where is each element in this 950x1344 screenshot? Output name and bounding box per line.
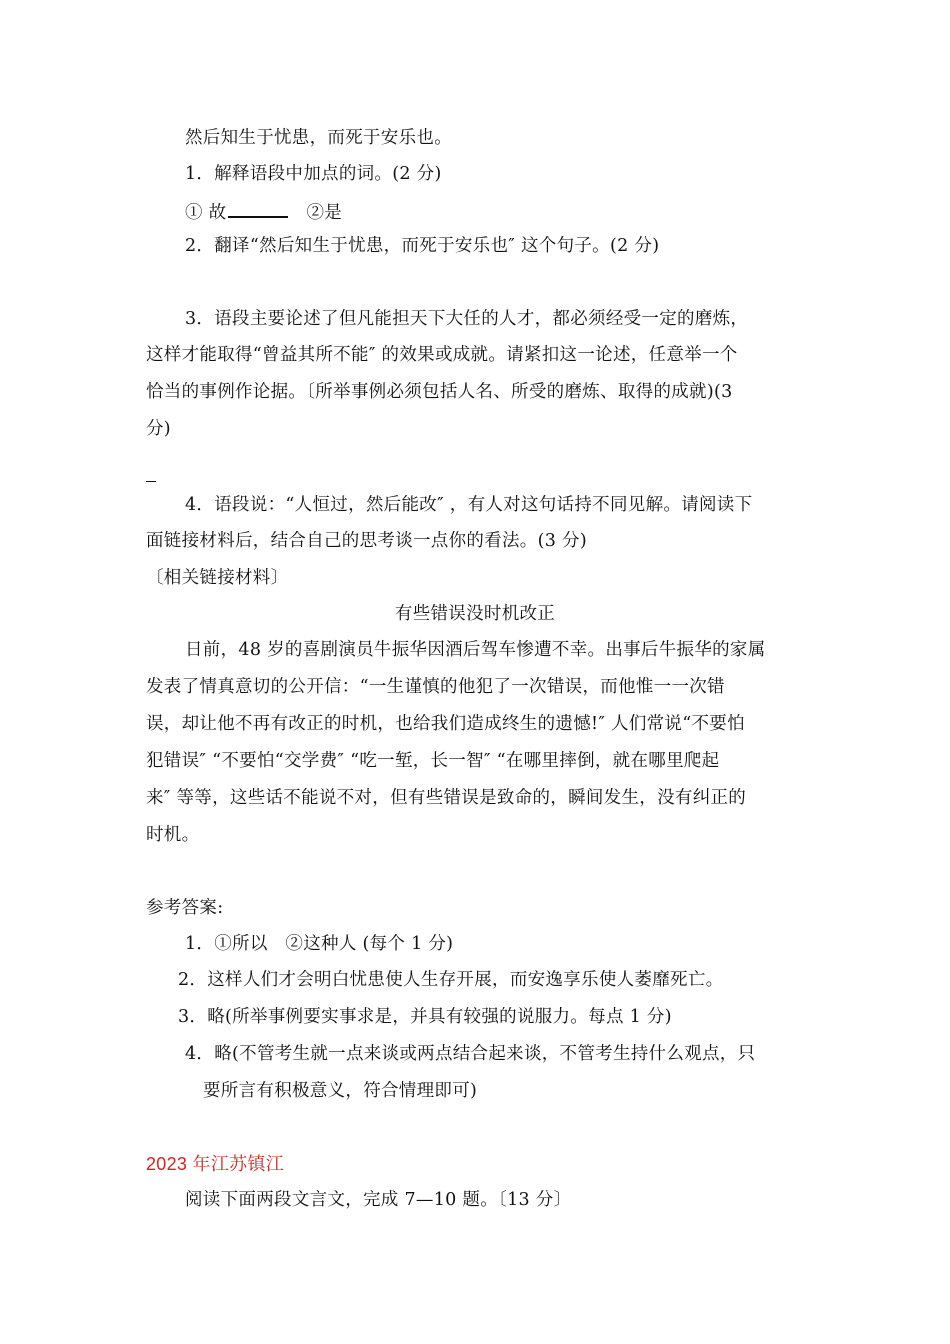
question-3-line: 3．语段主要论述了但凡能担天下大任的人才，都必须经受一定的磨炼，: [185, 309, 749, 329]
section-heading: 2023 年江苏镇江: [146, 1154, 285, 1174]
answers-heading: 参考答案:: [146, 898, 224, 918]
answer-1: 1．①所以 ②这种人 (每个 1 分): [185, 934, 454, 954]
question-3-line: 分): [146, 419, 171, 439]
question-3-line: 这样才能取得“曾益其所不能″ 的效果或成就。请紧扣这一论述，任意举一个: [146, 345, 738, 365]
answer-blank: [228, 198, 288, 218]
question-1-prompt: 1．解释语段中加点的词。(2 分): [185, 164, 442, 184]
question-4-line: 面链接材料后，结合自己的思考谈一点你的看法。(3 分): [146, 531, 587, 551]
material-line: 发表了情真意切的公开信：“一生谨慎的他犯了一次错误，而他惟一一次错: [146, 677, 725, 697]
material-line: 来″ 等等，这些话不能说不对，但有些错误是致命的，瞬间发生，没有纠正的: [146, 788, 747, 808]
section-instruction: 阅读下面两段文言文，完成 7—10 题。〔13 分〕: [185, 1190, 572, 1210]
material-label: 〔相关链接材料〕: [146, 568, 289, 588]
answer-4-line: 4．略(不管考生就一点来谈或两点结合起来谈，不管考生持什么观点，只: [185, 1044, 756, 1064]
question-4-line: 4．语段说：“人恒过，然后能改″ ，有人对这句话持不同见解。请阅读下: [185, 495, 753, 515]
answer-dash: [146, 481, 156, 482]
question-1-item-2: ②是: [306, 203, 343, 223]
question-1-item-1: ① 故: [185, 203, 227, 223]
answer-4-line: 要所言有积极意义，符合情理即可): [203, 1081, 478, 1101]
material-title: 有些错误没时机改正: [394, 604, 556, 624]
question-2-prompt: 2．翻译“然后知生于忧患，而死于安乐也″ 这个句子。(2 分): [185, 236, 660, 256]
material-line: 误，却让他不再有改正的时机，也给我们造成终生的遗憾!″ 人们常说“不要怕: [146, 714, 745, 734]
answer-3: 3．略(所举事例要实事求是，并具有较强的说服力。每点 1 分): [178, 1007, 672, 1027]
question-3-line: 恰当的事例作论据。〔所举事例必须包括人名、所受的磨炼、取得的成就)(3: [146, 382, 733, 402]
material-line: 日前，48 岁的喜剧演员牛振华因酒后驾车惨遭不幸。出事后牛振华的家属: [185, 640, 766, 660]
question-1-items: [185, 198, 342, 225]
material-line: 时机。: [146, 825, 200, 845]
passage-end: 然后知生于忧患，而死于安乐也。: [185, 128, 452, 148]
answer-2: 2．这样人们才会明白忧患使人生存开展，而安逸享乐使人萎靡死亡。: [178, 970, 724, 990]
material-line: 犯错误″ “不要怕“交学费″ “吃一堑，长一智″ “在哪里摔倒，就在哪里爬起: [146, 751, 720, 771]
